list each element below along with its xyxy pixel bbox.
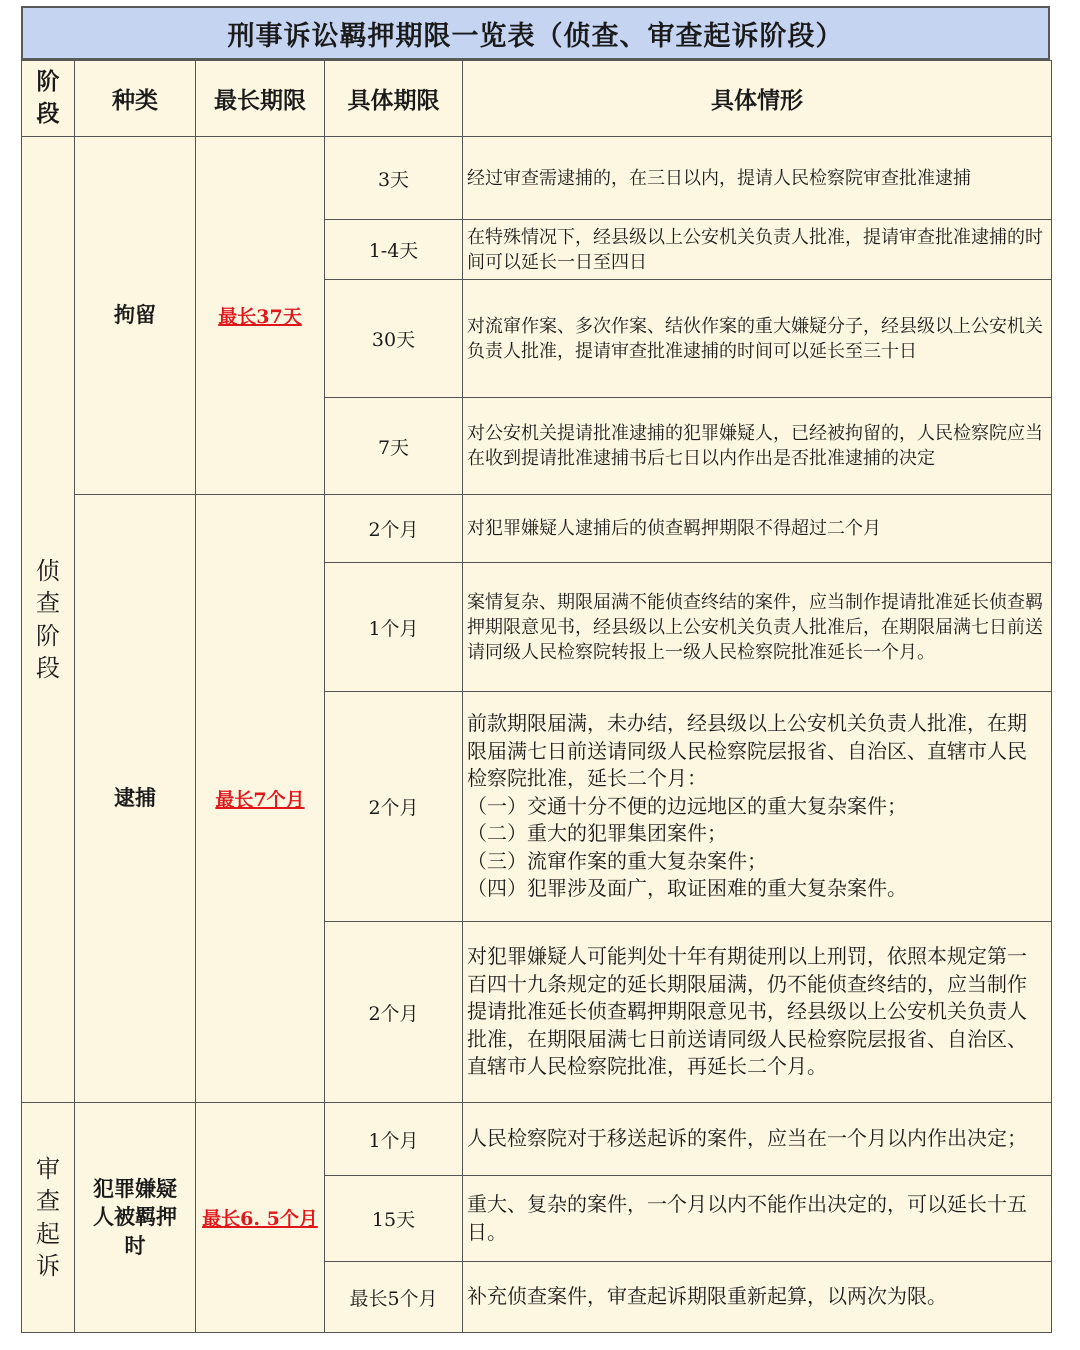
type-arrest: 逮捕 [75,495,196,1103]
stage-investigation: 侦 查 阶 段 [22,137,75,1103]
stage-prosecution-review: 审 查 起 诉 [22,1103,75,1333]
period-cell: 3天 [325,137,463,220]
situation-cell: 人民检察院对于移送起诉的案件，应当在一个月以内作出决定； [463,1103,1052,1176]
period-cell: 15天 [325,1176,463,1262]
header-specific-period: 具体期限 [325,61,463,137]
situation-cell: 重大、复杂的案件，一个月以内不能作出决定的，可以延长十五日。 [463,1176,1052,1262]
header-type: 种类 [75,61,196,137]
period-cell: 2个月 [325,692,463,922]
header-row [22,61,1052,137]
max-period-prosecution: 最长6. 5个月 [196,1103,325,1333]
situation-cell: 对犯罪嫌疑人可能判处十年有期徒刑以上刑罚，依照本规定第一百四十九条规定的延长期限届满，仍不能侦查终结的，应当制作提请批准延长侦查羁押期限意见书，经县级以上公安机关负责人批准，在期限届满七日前送请同级人民检察院层报省、自治区、直辖市人民检察院批准，再延长二个月。 [463,922,1052,1103]
situation-cell: 补充侦查案件，审查起诉期限重新起算，以两次为限。 [463,1262,1052,1333]
period-cell: 30天 [325,280,463,398]
header-situation: 具体情形 [463,61,1052,137]
max-period-arrest: 最长7个月 [196,495,325,1103]
max-period-detention: 最长37天 [196,137,325,495]
situation-cell: 案情复杂、期限届满不能侦查终结的案件，应当制作提请批准延长侦查羁押期限意见书，经县级以上公安机关负责人批准后，在期限届满七日前送请同级人民检察院转报上一级人民检察院批准延长一个月。 [463,563,1052,692]
header-stage: 阶 段 [22,61,75,137]
situation-cell: 对流窜作案、多次作案、结伙作案的重大嫌疑分子，经县级以上公安机关负责人批准，提请审查批准逮捕的时间可以延长至三十日 [463,280,1052,398]
custody-period-table [21,60,1052,1333]
situation-cell: 对公安机关提请批准逮捕的犯罪嫌疑人，已经被拘留的，人民检察院应当在收到提请批准逮捕书后七日以内作出是否批准逮捕的决定 [463,398,1052,495]
table-title: 刑事诉讼羁押期限一览表（侦查、审查起诉阶段） [21,6,1050,60]
period-cell: 2个月 [325,922,463,1103]
situation-cell: 在特殊情况下，经县级以上公安机关负责人批准，提请审查批准逮捕的时间可以延长一日至四日 [463,220,1052,280]
type-detention: 拘留 [75,137,196,495]
period-cell: 最长5个月 [325,1262,463,1333]
type-detained-suspect: 犯罪嫌疑 人被羁押 时 [75,1103,196,1333]
situation-cell: 经过审查需逮捕的，在三日以内，提请人民检察院审查批准逮捕 [463,137,1052,220]
situation-cell: 对犯罪嫌疑人逮捕后的侦查羁押期限不得超过二个月 [463,495,1052,563]
table-row [22,495,1052,563]
period-cell: 1个月 [325,1103,463,1176]
header-max-period: 最长期限 [196,61,325,137]
period-cell: 7天 [325,398,463,495]
table-row [22,137,1052,220]
period-cell: 1个月 [325,563,463,692]
situation-cell: 前款期限届满，未办结，经县级以上公安机关负责人批准，在期限届满七日前送请同级人民检察院层报省、自治区、直辖市人民检察院批准，延长二个月： （一）交通十分不便的边远地区的重大复杂案件； （二）重大的犯罪集团案件； （三）流窜作案的重大复杂案件； （四）犯罪涉及面广，取证困难的重大复杂案件。 [463,692,1052,922]
period-cell: 1-4天 [325,220,463,280]
table-row [22,1103,1052,1176]
period-cell: 2个月 [325,495,463,563]
